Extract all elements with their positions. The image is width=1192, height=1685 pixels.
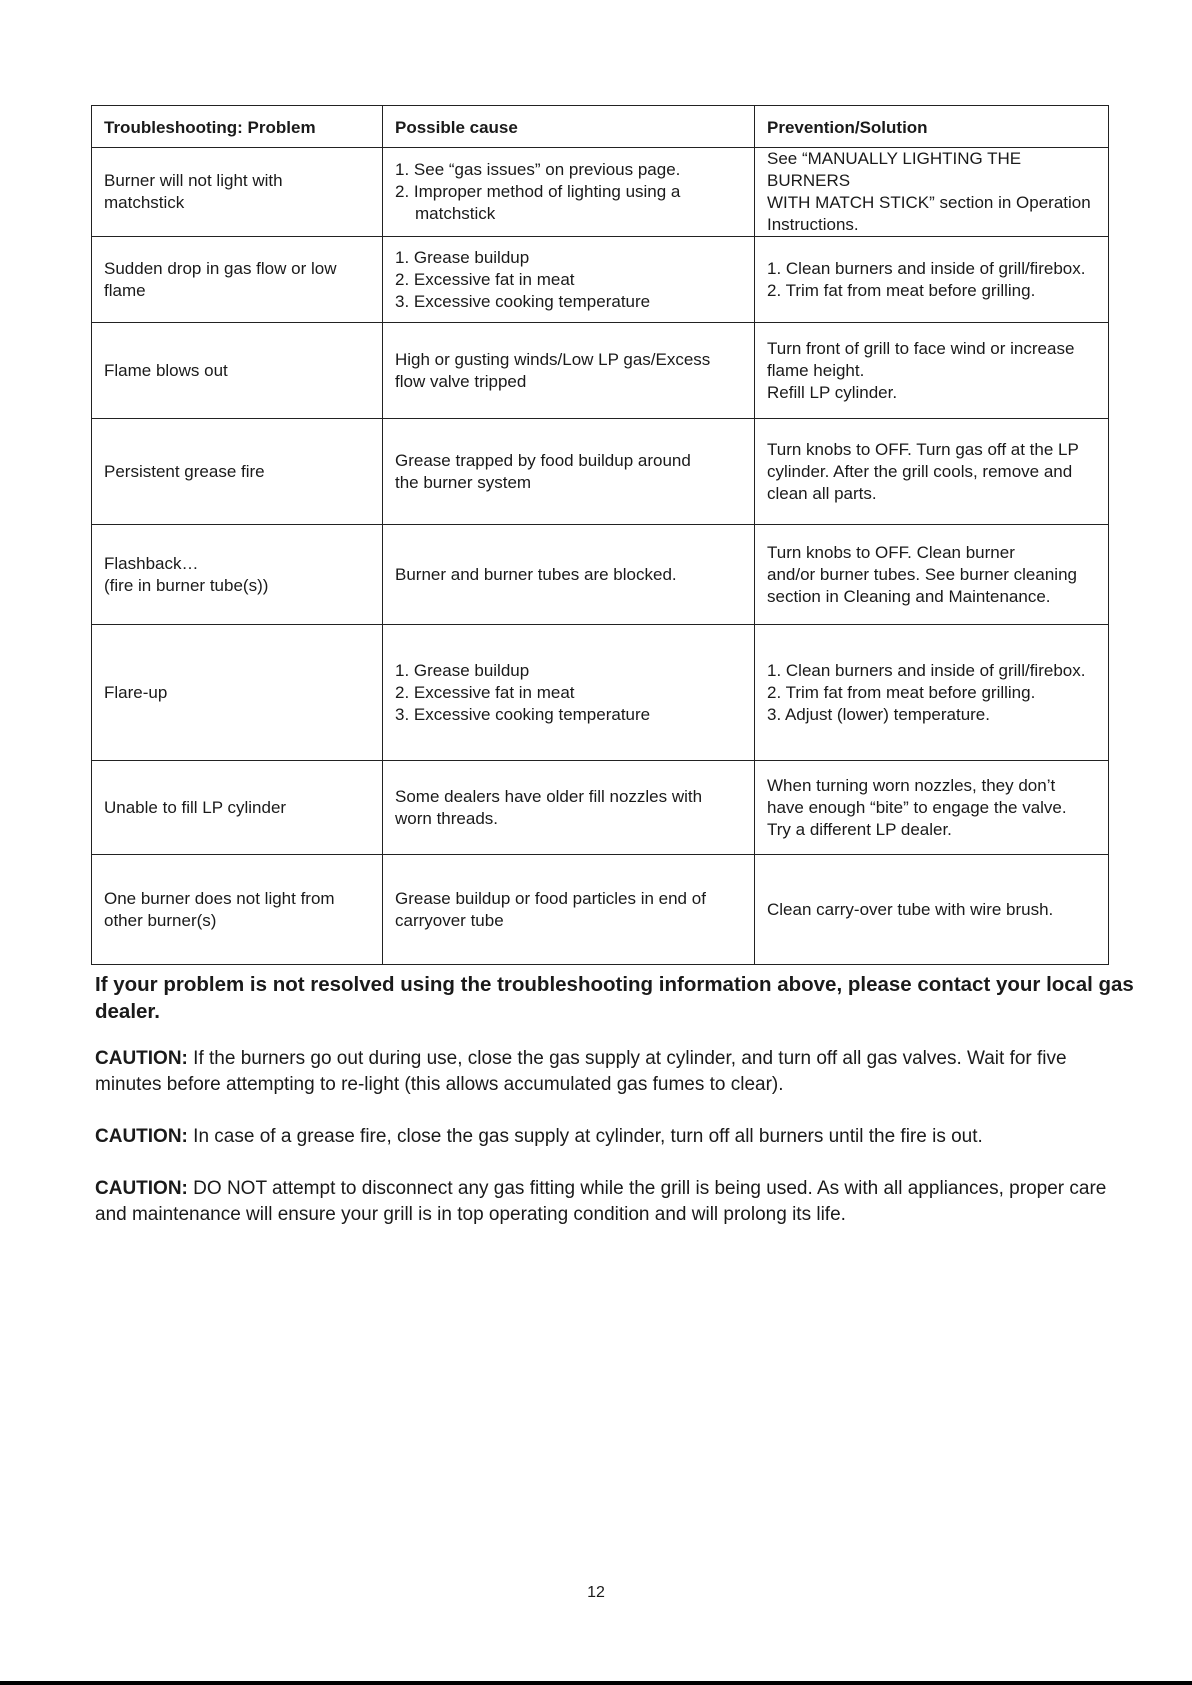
cause-line: 3. Excessive cooking temperature	[395, 704, 651, 724]
table-body	[92, 148, 1109, 965]
problem-line: Persistent grease fire	[104, 461, 265, 481]
table-row	[92, 855, 1109, 965]
solution-line: Refill LP cylinder.	[767, 382, 898, 402]
caution-label: CAUTION:	[95, 1126, 188, 1147]
problem-cell	[92, 323, 383, 419]
problem-cell	[92, 761, 383, 855]
table-row	[92, 761, 1109, 855]
header-cause: Possible cause	[383, 106, 755, 148]
cause-cell	[383, 148, 755, 237]
problem-line: matchstick	[104, 193, 185, 212]
header-problem: Troubleshooting: Problem	[92, 106, 383, 148]
solution-line: cylinder. After the grill cools, remove and	[767, 461, 1073, 481]
solution-cell	[755, 625, 1109, 761]
solution-line: and/or burner tubes. See burner cleaning	[767, 564, 1077, 584]
problem-line: (fire in burner tube(s))	[104, 575, 269, 595]
solution-line: Turn front of grill to face wind or increase	[767, 338, 1075, 358]
cause-line: High or gusting winds/Low LP gas/Excess	[395, 349, 711, 369]
problem-line: Unable to fill LP cylinder	[104, 797, 287, 817]
cause-line: Grease trapped by food buildup around	[395, 450, 691, 470]
solution-cell	[755, 148, 1109, 237]
contact-dealer-notice: If your problem is not resolved using the troubleshooting information above, please contact your local gas dealer.	[95, 973, 1134, 1023]
table-row	[92, 525, 1109, 625]
solution-line: section in Cleaning and Maintenance.	[767, 586, 1051, 606]
problem-line: Burner will not light with	[104, 171, 283, 190]
solution-line: WITH MATCH STICK” section in Operation	[767, 193, 1091, 212]
caution-label: CAUTION:	[95, 1048, 188, 1069]
solution-cell	[755, 855, 1109, 965]
cause-line: Burner and burner tubes are blocked.	[395, 564, 677, 584]
cause-line: the burner system	[395, 472, 532, 492]
table-row	[92, 148, 1109, 237]
cause-line: flow valve tripped	[395, 371, 527, 391]
problem-cell	[92, 855, 383, 965]
cause-line: 2. Excessive fat in meat	[395, 269, 575, 289]
caution-burners-out	[95, 1046, 1125, 1098]
header-solution: Prevention/Solution	[755, 106, 1109, 148]
solution-line: clean all parts.	[767, 483, 877, 503]
problem-line: flame	[104, 280, 146, 300]
solution-line: have enough “bite” to engage the valve.	[767, 797, 1067, 817]
solution-cell	[755, 323, 1109, 419]
cause-cell	[383, 323, 755, 419]
solution-cell	[755, 525, 1109, 625]
solution-line: See “MANUALLY LIGHTING THE BURNERS	[767, 149, 1022, 190]
cause-line: carryover tube	[395, 910, 504, 930]
table-row	[92, 237, 1109, 323]
solution-line: flame height.	[767, 360, 865, 380]
table-header-row	[92, 106, 1109, 148]
problem-cell	[92, 148, 383, 237]
solution-line: Clean carry-over tube with wire brush.	[767, 899, 1054, 919]
cause-line: Some dealers have older fill nozzles with	[395, 786, 703, 806]
solution-line: 1. Clean burners and inside of grill/firebox.	[767, 258, 1086, 278]
problem-line: Flame blows out	[104, 360, 228, 380]
solution-line: Try a different LP dealer.	[767, 819, 952, 839]
solution-cell	[755, 761, 1109, 855]
cause-cell	[383, 761, 755, 855]
problem-line: Sudden drop in gas flow or low	[104, 258, 337, 278]
solution-line: 1. Clean burners and inside of grill/firebox.	[767, 660, 1086, 680]
caution-grease-fire	[95, 1124, 1125, 1150]
cause-line: worn threads.	[395, 808, 498, 828]
caution-text: In case of a grease fire, close the gas supply at cylinder, turn off all burners until the fire is out.	[187, 1126, 983, 1147]
table-row	[92, 419, 1109, 525]
caution-label: CAUTION:	[95, 1178, 188, 1199]
cause-line: 3. Excessive cooking temperature	[395, 291, 651, 311]
troubleshooting-table	[91, 105, 1109, 965]
cause-cell	[383, 855, 755, 965]
page-number: 12	[587, 1584, 605, 1601]
solution-line: When turning worn nozzles, they don’t	[767, 775, 1056, 795]
solution-cell	[755, 419, 1109, 525]
problem-line: One burner does not light from	[104, 888, 335, 908]
table-row	[92, 625, 1109, 761]
cause-line: 1. Grease buildup	[395, 247, 530, 267]
solution-line: 3. Adjust (lower) temperature.	[767, 704, 990, 724]
caution-gas-fitting	[95, 1176, 1125, 1228]
table-row	[92, 323, 1109, 419]
solution-line: Turn knobs to OFF. Clean burner	[767, 542, 1015, 562]
problem-line: Flare-up	[104, 682, 168, 702]
solution-line: Turn knobs to OFF. Turn gas off at the LP	[767, 439, 1079, 459]
footer-rule	[0, 1681, 1192, 1685]
solution-line: 2. Trim fat from meat before grilling.	[767, 682, 1036, 702]
cause-cell	[383, 237, 755, 323]
problem-cell	[92, 625, 383, 761]
solution-cell	[755, 237, 1109, 323]
solution-line: Instructions.	[767, 215, 859, 234]
caution-text: If the burners go out during use, close the gas supply at cylinder, and turn off all gas valves. Wait for five minutes before attempting to re-light (this allows accumulated gas fumes to clear).	[95, 1048, 1067, 1095]
problem-line: Flashback…	[104, 553, 199, 573]
problem-cell	[92, 237, 383, 323]
cause-line: 1. Grease buildup	[395, 660, 530, 680]
cause-line: 1. See “gas issues” on previous page.	[395, 160, 681, 179]
solution-line: 2. Trim fat from meat before grilling.	[767, 280, 1036, 300]
cause-cell	[383, 419, 755, 525]
problem-cell	[92, 525, 383, 625]
cause-cell	[383, 625, 755, 761]
cause-line: matchstick	[415, 204, 496, 223]
cause-line: Grease buildup or food particles in end of	[395, 888, 706, 908]
cause-cell	[383, 525, 755, 625]
problem-cell	[92, 419, 383, 525]
caution-text: DO NOT attempt to disconnect any gas fitting while the grill is being used. As with all appliances, proper care and maintenance will ensure your grill is in top operating condition and will prolong its life.	[95, 1178, 1107, 1225]
cause-line: 2. Improper method of lighting using a	[395, 182, 681, 201]
problem-line: other burner(s)	[104, 910, 217, 930]
cause-line: 2. Excessive fat in meat	[395, 682, 575, 702]
